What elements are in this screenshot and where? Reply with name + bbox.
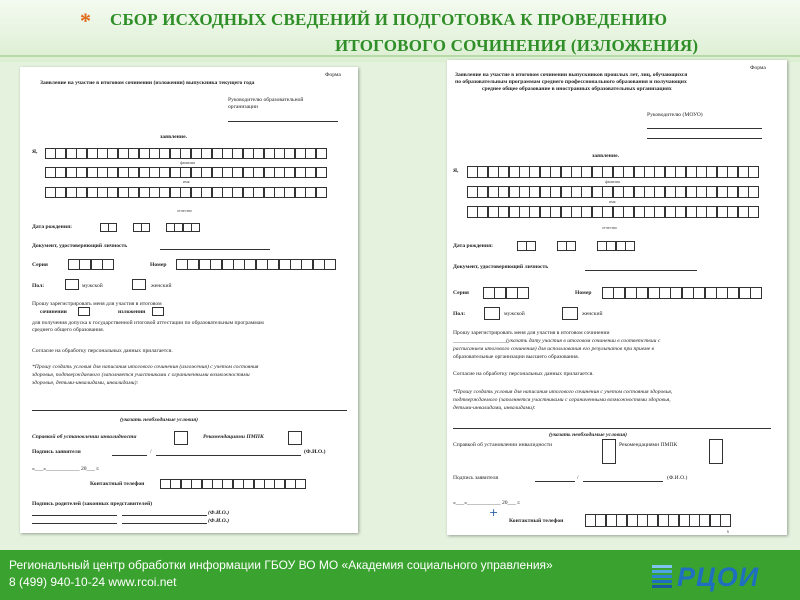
- female-label: женский: [151, 283, 172, 289]
- name-cells[interactable]: [467, 186, 758, 198]
- addressee-name-line: [228, 121, 338, 122]
- number-cells[interactable]: [602, 287, 762, 299]
- pmpk-label: Рекомендациями ПМПК: [619, 442, 678, 448]
- date-line: «___»____________ 20___ г.: [32, 466, 100, 472]
- exposition-checkbox[interactable]: [152, 307, 164, 316]
- footer-contacts: 8 (499) 940-10-24 www.rcoi.net: [9, 575, 177, 589]
- request-line1: Прошу зарегистрировать меня для участия в итоговом сочинении: [453, 330, 610, 336]
- fio-caption-3: (Ф.И.О.): [208, 518, 230, 524]
- male-checkbox[interactable]: [65, 279, 79, 290]
- pmpk-checkbox[interactable]: [709, 439, 723, 464]
- special-conditions-line3: детьми-инвалидами, инвалидами):: [453, 405, 536, 411]
- fio-caption: (Ф.И.О.): [304, 449, 326, 455]
- purpose-line2: среднего общего образования.: [32, 327, 105, 333]
- signature-name-line: [156, 455, 301, 456]
- series-cells[interactable]: [483, 287, 529, 299]
- footer-organization: Региональный центр обработки информации ГБОУ ВО МО «Академия социального управления»: [9, 558, 553, 572]
- dob-month-cells[interactable]: [133, 223, 150, 232]
- conditions-line: [453, 428, 771, 429]
- dob-day-cells[interactable]: [517, 241, 536, 251]
- date-line: «___»____________ 20___ г.: [453, 500, 521, 506]
- dob-year-cells[interactable]: [166, 223, 200, 232]
- form-heading-line1: Заявление на участие в итоговом сочинении выпускников прошлых лет, лиц, обучающихся: [455, 72, 688, 78]
- signature-label: Подпись заявителя: [453, 475, 499, 481]
- plus-icon: +: [489, 506, 499, 519]
- addressee: Руководителю (МОУО): [647, 112, 703, 118]
- disability-checkbox[interactable]: [602, 439, 616, 464]
- dob-day-cells[interactable]: [100, 223, 117, 232]
- gender-label: Пол:: [453, 311, 466, 317]
- special-conditions-line2: подтверждаемого (заполняется участниками с ограниченными возможностями здоровья,: [453, 397, 671, 403]
- zayavlenie-title: заявление.: [160, 134, 187, 140]
- phone-label: Контактный телефон: [90, 481, 145, 487]
- slide-title-line1: СБОР ИСХОДНЫХ СВЕДЕНИЙ И ПОДГОТОВКА К ПРОВЕДЕНИЮ: [110, 10, 668, 29]
- surname-caption: фамилия: [605, 179, 621, 184]
- special-conditions-line1: *Прошу создать условия для написания итогового сочинения с учетом состояния здоровья,: [453, 389, 673, 395]
- special-conditions-line1: *Прошу создать условия для написания итогового сочинения (изложения) с учетом состояния: [32, 364, 259, 370]
- disability-label: Справкой об установлении инвалидности: [32, 434, 137, 440]
- signature-line: [112, 455, 147, 456]
- exposition-option-label: изложении: [118, 309, 146, 315]
- request-text: Прошу зарегистрировать меня для участия в итоговом: [32, 301, 162, 307]
- number-label: Номер: [150, 262, 167, 268]
- conditions-line: [32, 410, 347, 411]
- ya-label: Я,: [453, 168, 459, 174]
- gender-label: Пол:: [32, 283, 45, 289]
- phone-label: Контактный телефон: [509, 518, 564, 524]
- rcoi-logo: РЦОИ: [677, 562, 760, 592]
- form-heading: Заявление на участие в итоговом сочинении (изложении) выпускника текущего года: [40, 80, 255, 86]
- signature-line: [535, 481, 575, 482]
- phone-cells[interactable]: [585, 514, 731, 527]
- request-line2: ___________________(указать дату участия в итоговом сочинении в соответствии с: [453, 338, 661, 344]
- request-line3: расписанием итогового сочинения) для использования его результатов при приеме в: [453, 346, 655, 352]
- parent2-name-line: [122, 523, 207, 524]
- dob-label: Дата рождения:: [453, 243, 493, 249]
- name-cells[interactable]: [45, 167, 326, 178]
- patronymic-caption: отчество: [177, 208, 192, 213]
- signature-name-line: [583, 481, 663, 482]
- number-cells[interactable]: [176, 259, 336, 270]
- series-label: Серия: [453, 290, 469, 296]
- parents-signature-label: Подпись родителей (законных представителей): [32, 501, 153, 507]
- purpose-line1: для получения допуска к государственной итоговой аттестации по образовательным программам: [32, 320, 264, 326]
- surname-cells[interactable]: [467, 166, 758, 178]
- dob-month-cells[interactable]: [557, 241, 576, 251]
- document-label: Документ, удостоверяющий личность: [32, 243, 128, 249]
- addressee-line-2: [647, 138, 762, 139]
- conditions-caption: (указать необходимые условия): [549, 432, 627, 438]
- parent1-signature-line: [32, 515, 117, 516]
- consent-text: Согласие на обработку персональных данных прилагается.: [32, 348, 173, 354]
- right-application-form: Форма Заявление на участие в итоговом сочинении выпускников прошлых лет, лиц, обучающихся по образовательным программам среднего профессионального образования и получающих среднее общее образование в иностранных образовательных организациях Руководителю (МОУО) заявление. Я, фамилия имя отчество Дата рождения: Документ, удостоверяющий личность Серия Номер Пол: мужской женский Прошу зарегистрировать меня для участия в итоговом сочинении ___________________(указать дату участия в итоговом сочинении в соответствии с расписанием итогового сочинения) для использования его результатов при приеме в образовательные организации высшего образования. Согласие на обработку персональных данных прилагается. *Прошу создать условия для написания итогового сочинения с учетом состояния здоровья, подтверждаемого (заполняется участниками с ограниченными возможностями здоровья, детьми-инвалидами, инвалидами): (указать необходимые условия) Справкой об установлении инвалидности Рекомендациями ПМПК Подпись заявителя / (Ф.И.О.) «___»____________ 20___ г. Контактный телефон 6: [447, 60, 787, 535]
- patronymic-cells[interactable]: [467, 206, 758, 218]
- female-label: женский: [582, 311, 603, 317]
- consent-text: Согласие на обработку персональных данных прилагается.: [453, 371, 594, 377]
- form-label: Форма: [750, 65, 766, 71]
- document-line: [160, 249, 270, 250]
- patronymic-cells[interactable]: [45, 187, 326, 198]
- essay-option-label: сочинении: [40, 309, 67, 315]
- signature-label: Подпись заявителя: [32, 449, 81, 455]
- pmpk-checkbox[interactable]: [288, 431, 302, 445]
- fio-caption: (Ф.И.О.): [667, 475, 688, 481]
- series-label: Серия: [32, 262, 48, 268]
- special-conditions-line2: здоровья, подтверждаемого (заполняется участниками с ограниченными возможностями: [32, 372, 250, 378]
- form-heading-line3: среднее общее образование в иностранных образовательных организациях: [482, 86, 672, 92]
- zayavlenie-title: заявление.: [592, 153, 619, 159]
- series-cells[interactable]: [68, 259, 114, 270]
- parent2-signature-line: [32, 523, 117, 524]
- disability-checkbox[interactable]: [174, 431, 188, 445]
- rcoi-emblem-icon: [650, 562, 674, 590]
- disability-label: Справкой об установлении инвалидности: [453, 442, 553, 448]
- surname-caption: фамилия: [180, 160, 196, 165]
- surname-cells[interactable]: [45, 148, 326, 159]
- dob-year-cells[interactable]: [597, 241, 635, 251]
- number-label: Номер: [575, 290, 592, 296]
- patronymic-caption: отчество: [602, 225, 617, 230]
- male-label: мужской: [82, 283, 103, 289]
- special-conditions-line3: здоровья, детьми-инвалидами, инвалидами):: [32, 380, 139, 386]
- ya-label: Я,: [32, 149, 38, 155]
- female-checkbox[interactable]: [562, 307, 578, 320]
- essay-checkbox[interactable]: [78, 307, 90, 316]
- male-checkbox[interactable]: [484, 307, 500, 320]
- fio-caption-2: (Ф.И.О.): [208, 510, 230, 516]
- request-line4: образовательные организации высшего образования.: [453, 354, 580, 360]
- dob-label: Дата рождения:: [32, 224, 72, 230]
- female-checkbox[interactable]: [132, 279, 146, 290]
- document-label: Документ, удостоверяющий личность: [453, 264, 549, 270]
- parent1-name-line: [122, 515, 207, 516]
- addressee-line-1: [647, 128, 762, 129]
- document-line: [585, 270, 697, 271]
- page-number: 6: [727, 529, 729, 534]
- name-caption: имя: [609, 199, 616, 204]
- addressee-line2: организации: [228, 104, 259, 110]
- addressee-line1: Руководителю образовательной: [228, 97, 304, 103]
- male-label: мужской: [504, 311, 525, 317]
- phone-cells[interactable]: [160, 479, 306, 489]
- conditions-caption: (указать необходимые условия): [120, 417, 198, 423]
- form-heading-line2: по образовательным программам среднего профессионального образования и получающих: [455, 79, 687, 85]
- name-caption: имя: [183, 179, 190, 184]
- slide-title-line2: ИТОГОВОГО СОЧИНЕНИЯ (ИЗЛОЖЕНИЯ): [335, 36, 699, 55]
- left-application-form: Форма Заявление на участие в итоговом сочинении (изложении) выпускника текущего года Руководителю образовательной организации заявление. Я, фамилия имя отчество Дата рождения: Документ, удостоверяющий личность Серия Номер Пол: мужской женский Прошу зарегистрировать меня для участия в итоговом сочинении изложении для получения допуска к государственной итоговой аттестации по образовательным программам среднего общего образования. Согласие на обработку персональных данных прилагается. *Прошу создать условия для написания итогового сочинения (изложения) с учетом состояния здоровья, подтверждаемого (заполняется участниками с ограниченными возможностями здоровья, детьми-инвалидами, инвалидами): (указать необходимые условия) Справкой об установлении инвалидности Рекомендациями ПМПК Подпись заявителя / (Ф.И.О.) «___»____________ 20___ г. Контактный телефон Подпись родителей (законных представителей) (Ф.И.О.) (Ф.И.О.): [20, 67, 358, 533]
- title-bullet: *: [80, 8, 91, 33]
- form-label: Форма: [325, 72, 341, 78]
- pmpk-label: Рекомендациями ПМПК: [203, 434, 264, 440]
